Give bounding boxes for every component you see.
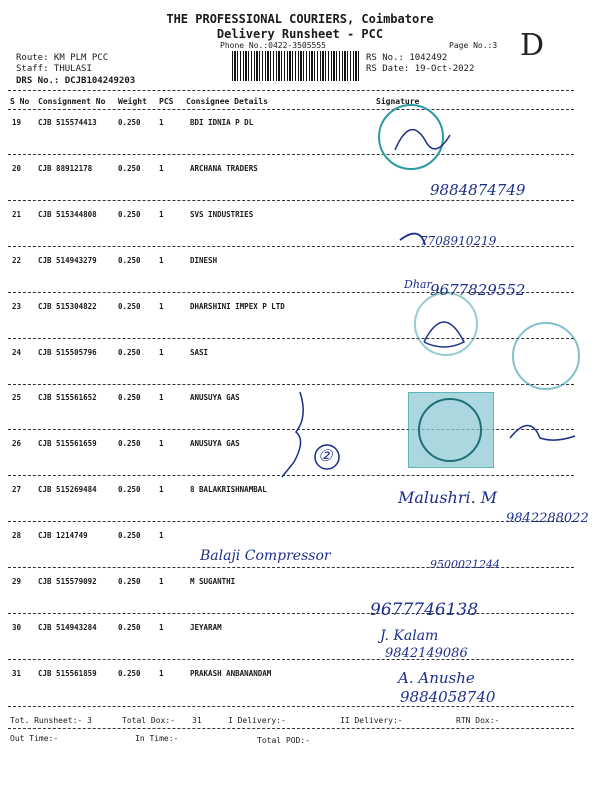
row-sno: 29	[12, 577, 22, 586]
row-weight: 0.250	[118, 210, 141, 219]
row-consignee: ARCHANA TRADERS	[190, 164, 258, 173]
row-sno: 31	[12, 669, 22, 678]
col-pcs: PCS	[159, 97, 174, 106]
row-consignee: ANUSUYA GAS	[190, 393, 240, 402]
row-pcs: 1	[159, 623, 164, 632]
handwritten-phone: 9677746138	[370, 600, 479, 620]
row-consignee: SVS INDUSTRIES	[190, 210, 254, 219]
row-consignee: 8 BALAKRISHNAMBAL	[190, 485, 267, 494]
total-dox-label: Total Dox:-	[122, 716, 175, 725]
row-consignee: SASI	[190, 348, 209, 357]
phone-number: Phone No.:0422-3505555	[220, 41, 326, 50]
row-consignment: CJB 88912178	[38, 164, 93, 173]
row-pcs: 1	[159, 485, 164, 494]
handwritten-name: A. Anushe	[398, 669, 475, 687]
company-title: THE PROFESSIONAL COURIERS, Coimbatore	[166, 12, 434, 26]
handwritten-phone: 9884058740	[400, 688, 496, 706]
handwritten-phone: 9842149086	[385, 646, 468, 661]
row-sno: 30	[12, 623, 22, 632]
row-consignment: CJB 515505796	[38, 348, 97, 357]
handwritten-phone: 9677829552	[430, 281, 526, 299]
row-consignment: CJB 1214749	[38, 531, 88, 540]
row-pcs: 1	[159, 577, 164, 586]
in-time: In Time:-	[135, 734, 179, 743]
row-sno: 28	[12, 531, 22, 540]
rtn-dox: RTN Dox:-	[456, 716, 500, 725]
row-sno: 23	[12, 302, 22, 311]
handwritten-note: Dhar	[404, 278, 432, 291]
row-sno: 20	[12, 164, 22, 173]
row-consignment: CJB 515344808	[38, 210, 97, 219]
row-consignee: DINESH	[190, 256, 218, 265]
row-consignee: DHARSHINI IMPEX P LTD	[190, 302, 285, 311]
handwritten-phone: 9842288022	[506, 511, 589, 526]
col-weight: Weight	[118, 97, 147, 106]
row-pcs: 1	[159, 210, 164, 219]
col-sno: S No	[10, 97, 30, 106]
handwritten-mark: ②	[318, 446, 333, 465]
row-weight: 0.250	[118, 118, 141, 127]
row-consignment: CJB 514943284	[38, 623, 97, 632]
row-weight: 0.250	[118, 439, 141, 448]
row-pcs: 1	[159, 393, 164, 402]
row-consignment: CJB 515561859	[38, 669, 97, 678]
i-delivery: I Delivery:-	[228, 716, 286, 725]
row-weight: 0.250	[118, 531, 141, 540]
page-number: Page No.:3	[449, 41, 498, 50]
row-consignee: ANUSUYA GAS	[190, 439, 240, 448]
total-pod: Total POD:-	[257, 736, 310, 745]
row-weight: 0.250	[118, 393, 141, 402]
row-consignment: CJB 515561652	[38, 393, 97, 402]
row-consignment: CJB 515579092	[38, 577, 97, 586]
handwritten-name: J. Kalam	[380, 628, 439, 644]
row-pcs: 1	[159, 256, 164, 265]
row-pcs: 1	[159, 669, 164, 678]
row-weight: 0.250	[118, 623, 141, 632]
total-runsheet: Tot. Runsheet:- 3	[10, 716, 92, 725]
ii-delivery: II Delivery:-	[340, 716, 403, 725]
row-weight: 0.250	[118, 669, 141, 678]
row-consignee: JEYARAM	[190, 623, 222, 632]
handwritten-phone: 9884874749	[430, 181, 526, 199]
row-sno: 22	[12, 256, 22, 265]
row-sno: 25	[12, 393, 22, 402]
row-sno: 24	[12, 348, 22, 357]
rs-date: RS Date: 19-Oct-2022	[366, 64, 475, 74]
row-sno: 26	[12, 439, 22, 448]
row-weight: 0.250	[118, 302, 141, 311]
row-consignee: PRAKASH ANBANANDAM	[190, 669, 272, 678]
row-consignment: CJB 515574413	[38, 118, 97, 127]
row-pcs: 1	[159, 439, 164, 448]
row-pcs: 1	[159, 348, 164, 357]
row-sno: 27	[12, 485, 22, 494]
row-consignment: CJB 515269484	[38, 485, 97, 494]
row-weight: 0.250	[118, 485, 141, 494]
handwritten-phone: 9500021244	[430, 558, 500, 571]
row-pcs: 1	[159, 118, 164, 127]
row-pcs: 1	[159, 164, 164, 173]
row-pcs: 1	[159, 302, 164, 311]
row-pcs: 1	[159, 531, 164, 540]
col-consignee: Consignee Details	[186, 97, 268, 106]
staff: Staff: THULASI	[16, 64, 92, 74]
row-consignment: CJB 514943279	[38, 256, 97, 265]
row-weight: 0.250	[118, 256, 141, 265]
handwritten-phone: 7708910219	[420, 234, 497, 248]
row-consignee: M SUGANTHI	[190, 577, 236, 586]
col-consignment: Consignment No	[38, 97, 106, 106]
row-consignment: CJB 515304822	[38, 302, 97, 311]
row-sno: 19	[12, 118, 22, 127]
row-weight: 0.250	[118, 348, 141, 357]
row-weight: 0.250	[118, 164, 141, 173]
handwritten-name: Balaji Compressor	[200, 548, 331, 564]
row-weight: 0.250	[118, 577, 141, 586]
row-sno: 21	[12, 210, 22, 219]
total-dox-value: 31	[192, 716, 202, 725]
route: Route: KM PLM PCC	[16, 53, 109, 63]
rs-number: RS No.: 1042492	[366, 53, 448, 63]
rule-footer	[8, 728, 574, 729]
out-time: Out Time:-	[10, 734, 59, 743]
runsheet-title: Delivery Runsheet - PCC	[216, 27, 384, 41]
col-signature: Signature	[376, 97, 420, 106]
drs-number: DRS No.: DCJB104249203	[16, 76, 136, 86]
handwritten-name: Malushri. M	[398, 488, 498, 507]
page-mark: D	[520, 28, 545, 63]
row-consignment: CJB 515561659	[38, 439, 97, 448]
row-consignee: BDI IDNIA P DL	[190, 118, 254, 127]
